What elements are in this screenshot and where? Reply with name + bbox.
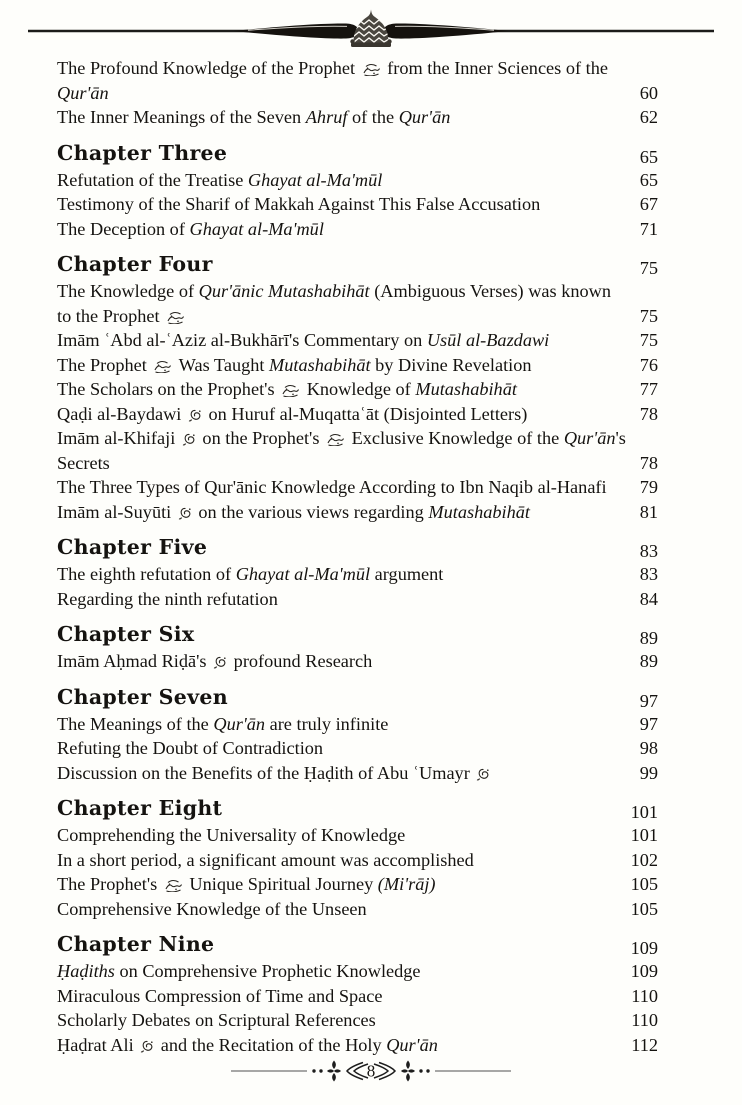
toc-entry-row bbox=[57, 451, 658, 476]
chevron-flourish-icon bbox=[347, 1063, 368, 1080]
companion-honorific-icon bbox=[178, 506, 192, 520]
footer-rule-icon bbox=[231, 1058, 511, 1084]
toc-entry-row bbox=[57, 736, 658, 761]
toc-entry-row bbox=[57, 217, 658, 242]
toc-entry-title: Ḥaḍrat Ali and the Recitation of the Holy Qur'ān bbox=[57, 1034, 438, 1055]
toc-page-number: 75 bbox=[639, 330, 658, 350]
toc-chapter-row bbox=[57, 795, 658, 823]
toc-entry-title: The Profound Knowledge of the Prophet from the Inner Sciences of the bbox=[57, 58, 608, 78]
toc-page-number: 62 bbox=[639, 107, 658, 127]
toc-page-number: 78 bbox=[639, 452, 658, 473]
companion-honorific-icon bbox=[476, 767, 490, 781]
toc-page-number: 78 bbox=[639, 403, 658, 424]
toc-entry-title: to the Prophet bbox=[57, 304, 187, 329]
toc-entry-row bbox=[57, 1033, 658, 1058]
toc-entry-row bbox=[57, 562, 658, 587]
toc-chapter-row bbox=[57, 684, 658, 712]
toc-entry-title: Refuting the Doubt of Contradiction bbox=[57, 738, 324, 758]
chapter-heading: Chapter Eight bbox=[57, 796, 223, 820]
toc-page-number: 105 bbox=[630, 898, 658, 919]
toc-entry-row bbox=[57, 500, 658, 525]
toc-entry-row bbox=[57, 1008, 658, 1033]
toc-entry-row bbox=[57, 712, 658, 737]
toc-entry-title: The Deception of Ghayat al-Ma'mūl bbox=[57, 218, 324, 239]
toc-entry-title: The Prophet Was Taught Mutashabihāt by Divine Revelation bbox=[57, 354, 532, 375]
toc-entry-row bbox=[57, 353, 658, 378]
toc-entry-title: The Three Types of Qur'ānic Knowledge According to Ibn Naqib al-Hanafi bbox=[57, 477, 607, 497]
toc-entry-row bbox=[57, 959, 658, 984]
toc-entry-row bbox=[57, 587, 658, 612]
toc-page-number: 110 bbox=[631, 985, 658, 1006]
toc-list bbox=[57, 56, 658, 1057]
toc-entry-title: In a short period, a significant amount was accomplished bbox=[57, 849, 474, 870]
toc-page-number: 89 bbox=[639, 651, 658, 671]
toc-page-number: 97 bbox=[639, 690, 658, 711]
companion-honorific-icon bbox=[188, 408, 202, 422]
toc-entry-row bbox=[57, 56, 658, 81]
prophet-blessing-icon bbox=[164, 878, 183, 892]
toc-page-number: 65 bbox=[639, 146, 658, 167]
toc-entry-row bbox=[57, 848, 658, 873]
prophet-blessing-icon bbox=[166, 310, 185, 324]
chapter-heading: Chapter Three bbox=[57, 140, 228, 165]
toc-entry-row bbox=[57, 192, 658, 217]
toc-entry-row bbox=[57, 475, 658, 500]
companion-honorific-icon bbox=[140, 1039, 154, 1053]
toc-entry-title: Testimony of the Sharif of Makkah Against This False Accusation bbox=[57, 194, 541, 214]
toc-entry-row bbox=[57, 426, 658, 451]
toc-entry-title: Qaḍi al-Baydawi on Huruf al-Muqattaʿāt (Disjointed Letters) bbox=[57, 403, 528, 424]
toc-page-number: 89 bbox=[639, 628, 658, 648]
toc-page-number: 60 bbox=[639, 82, 658, 103]
toc-page-number: 101 bbox=[630, 825, 658, 845]
prophet-blessing-icon bbox=[281, 383, 300, 397]
chapter-heading: Chapter Five bbox=[57, 535, 208, 559]
toc-entry-title: The Inner Meanings of the Seven Ahruf of the Qur'ān bbox=[57, 107, 451, 127]
toc-entry-title: Regarding the ninth refutation bbox=[57, 588, 278, 609]
toc-entry-row bbox=[57, 402, 658, 427]
prophet-blessing-icon bbox=[153, 359, 172, 373]
toc-page-number: 109 bbox=[630, 961, 658, 981]
page-footer bbox=[0, 1058, 742, 1089]
toc-entry-row bbox=[57, 761, 658, 786]
chapter-heading: Chapter Nine bbox=[57, 932, 215, 956]
toc-entry-row bbox=[57, 377, 658, 402]
header-ornament bbox=[28, 8, 714, 52]
toc-entry-title: Refutation of the Treatise Ghayat al-Ma'mūl bbox=[57, 169, 383, 190]
toc-entry-title: The Scholars on the Prophet's Knowledge of Mutashabihāt bbox=[57, 379, 517, 399]
toc-entry-row bbox=[57, 897, 658, 922]
dome-finial-rule-icon bbox=[28, 8, 714, 52]
toc-entry-row bbox=[57, 984, 658, 1009]
toc-page-number: 98 bbox=[639, 738, 658, 758]
toc-entry-title: Discussion on the Benefits of the Ḥaḍith of Abu ʿUmayr bbox=[57, 761, 492, 786]
chapter-heading: Chapter Four bbox=[57, 252, 213, 276]
toc-entry-row bbox=[57, 823, 658, 848]
toc-page-number: 84 bbox=[639, 588, 658, 609]
chapter-heading: Chapter Seven bbox=[57, 684, 228, 709]
toc-entry-row bbox=[57, 81, 658, 106]
toc-page-number: 110 bbox=[631, 1010, 658, 1030]
prophet-blessing-icon bbox=[326, 432, 345, 446]
toc-chapter-row bbox=[57, 140, 658, 168]
prophet-blessing-icon bbox=[362, 62, 381, 76]
toc-page-number: 112 bbox=[631, 1034, 658, 1055]
toc-page-number: 71 bbox=[639, 218, 658, 239]
toc-page-number: 97 bbox=[639, 713, 658, 734]
toc-chapter-row bbox=[57, 251, 658, 279]
toc-entry-title: Miraculous Compression of Time and Space bbox=[57, 985, 383, 1006]
toc-entry-title: Imām al-Suyūti on the various views regarding Mutashabihāt bbox=[57, 501, 530, 522]
toc-entry-row bbox=[57, 872, 658, 897]
toc-page-number: 109 bbox=[630, 938, 658, 958]
toc-entry-title: The Prophet's Unique Spiritual Journey (Mi'rāj) bbox=[57, 874, 436, 894]
toc-entry-row bbox=[57, 168, 658, 193]
toc-entry-row bbox=[57, 649, 658, 674]
toc-chapter-row bbox=[57, 931, 658, 959]
folio-number: 8 bbox=[366, 1061, 376, 1081]
toc-entry-title: Scholarly Debates on Scriptural References bbox=[57, 1010, 376, 1030]
toc-page-number: 79 bbox=[639, 477, 658, 497]
toc-page-number: 67 bbox=[639, 194, 658, 214]
toc-entry-title: Imām Aḥmad Riḍā's profound Research bbox=[57, 651, 373, 671]
toc-entry-title: Qur'ān bbox=[57, 82, 109, 103]
chapter-heading: Chapter Six bbox=[57, 622, 195, 646]
toc-entry-title: Comprehensive Knowledge of the Unseen bbox=[57, 898, 367, 919]
toc-entry-title: Imām ʿAbd al-ʿAziz al-Bukhārī's Commentary on Usūl al-Bazdawi bbox=[57, 330, 550, 350]
toc-page-number: 102 bbox=[630, 849, 658, 870]
toc-page-number: 75 bbox=[639, 305, 658, 326]
toc-entry-row bbox=[57, 279, 658, 304]
toc-page-number: 101 bbox=[630, 802, 658, 822]
toc-entry-title: The Meanings of the Qur'ān are truly infinite bbox=[57, 713, 389, 734]
toc-entry-row bbox=[57, 304, 658, 329]
toc-chapter-row bbox=[57, 621, 658, 649]
toc-page-number: 77 bbox=[639, 379, 658, 399]
toc-entry-title: Ḥaḍiths on Comprehensive Prophetic Knowledge bbox=[57, 961, 421, 981]
toc-entry-title: Imām al-Khifaji on the Prophet's Exclusive Knowledge of the Qur'ān's bbox=[57, 428, 626, 448]
toc-entry-row bbox=[57, 105, 658, 130]
toc-chapter-row bbox=[57, 534, 658, 562]
toc-page-number: 75 bbox=[639, 258, 658, 278]
toc-page-number: 105 bbox=[630, 874, 658, 894]
toc-page-number: 81 bbox=[639, 501, 658, 522]
toc-entry-row bbox=[57, 328, 658, 353]
toc-page-number: 99 bbox=[639, 762, 658, 783]
toc-entry-title: The Knowledge of Qur'ānic Mutashabihāt (Ambiguous Verses) was known bbox=[57, 281, 611, 301]
companion-honorific-icon bbox=[182, 432, 196, 446]
toc-entry-title: Comprehending the Universality of Knowledge bbox=[57, 825, 406, 845]
fleuron-icon bbox=[327, 1061, 341, 1082]
toc-page-number: 65 bbox=[639, 169, 658, 190]
toc-page-number: 83 bbox=[639, 541, 658, 561]
toc-page-number: 76 bbox=[639, 354, 658, 375]
toc-page-number: 83 bbox=[639, 564, 658, 584]
companion-honorific-icon bbox=[213, 655, 227, 669]
toc-entry-title: Secrets bbox=[57, 452, 110, 473]
toc-entry-title: The eighth refutation of Ghayat al-Ma'mūl argument bbox=[57, 564, 444, 584]
